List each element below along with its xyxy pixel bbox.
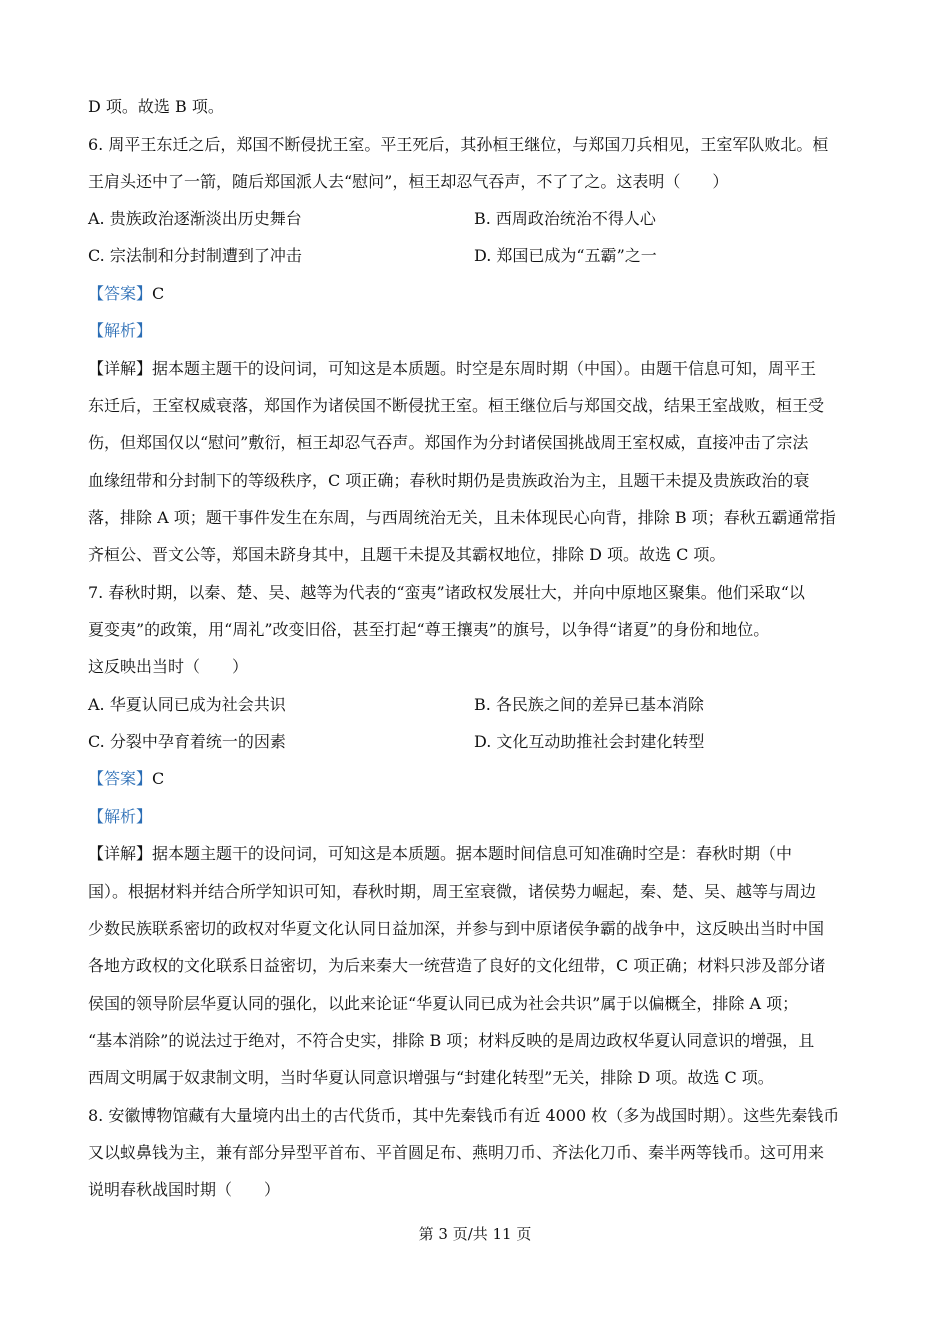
q8-stem-line-3: 说明春秋战国时期（ ） [88,1180,281,1199]
q6-answer-value: C [152,284,165,303]
q7-stem-line-3: 这反映出当时（ ） [88,657,249,676]
q6-answer-tag: 【答案】 [88,284,153,303]
q7-option-d: D. 文化互动助推社会封建化转型 [474,732,705,751]
q7-option-c: C. 分裂中孕育着统一的因素 [88,732,286,751]
q7-detail-line-6: “基本消除”的说法过于绝对，不符合史实，排除 B 项；材料反映的是周边政权华夏认同意识的增强，且 [88,1031,815,1050]
q7-detail-line-4: 各地方政权的文化联系日益密切，为后来秦大一统营造了良好的文化纽带，C 项正确；材料只涉及部分诸 [88,956,826,975]
q7-answer-tag: 【答案】 [88,769,153,788]
page-footer: 第 3 页/共 11 页 [418,1225,532,1243]
q7-stem-line-1: 7. 春秋时期，以秦、楚、吴、越等为代表的“蛮夷”诸政权发展壮大，并向中原地区聚集。他们采取“以 [88,583,805,602]
q6-detail-line-1 [88,358,816,380]
q6-stem-line-1: 6. 周平王东迁之后，郑国不断侵扰王室。平王死后，其孙桓王继位，与郑国刀兵相见，王室军队败北。桓 [88,135,829,154]
q7-option-b: B. 各民族之间的差异已基本消除 [474,695,704,714]
q6-detail-line-3: 伤，但郑国仅以“慰问”敷衍，桓王却忍气吞声。郑国作为分封诸侯国挑战周王室权威，直接冲击了宗法 [88,433,809,452]
q8-stem-line-2: 又以蚁鼻钱为主，兼有部分异型平首布、平首圆足布、燕明刀币、齐法化刀币、秦半两等钱币。这可用来 [88,1143,825,1162]
q7-answer [88,768,164,790]
q7-stem-line-2: 夏变夷”的政策，用“周礼”改变旧俗，甚至打起“尊王攘夷”的旗号，以争得“诸夏”的身份和地位。 [88,620,770,639]
q7-detail-text-1: 据本题主题干的设问词，可知这是本质题。据本题时间信息可知准确时空是：春秋时期（中 [152,844,793,863]
q7-analysis-tag: 【解析】 [88,807,153,826]
q7-detail-line-2: 国）。根据材料并结合所学知识可知，春秋时期，周王室衰微，诸侯势力崛起，秦、楚、吴、越等与周边 [88,882,817,901]
q7-detail-line-5: 侯国的领导阶层华夏认同的强化，以此来论证“华夏认同已成为社会共识”属于以偏概全，排除 A 项； [88,994,799,1013]
q8-stem-line-1: 8. 安徽博物馆藏有大量境内出土的古代货币，其中先秦钱币有近 4000 枚（多为战国时期）。这些先秦钱币 [88,1106,840,1125]
prev-answer-tail: D 项。故选 B 项。 [88,97,224,116]
q7-detail-line-3: 少数民族联系密切的政权对华夏文化认同日益加深，并参与到中原诸侯争霸的战争中，这反映出当时中国 [88,919,825,938]
q6-stem-line-2: 王肩头还中了一箭，随后郑国派人去“慰问”，桓王却忍气吞声，不了了之。这表明（ ） [88,172,729,191]
q6-detail-text-1: 据本题主题干的设问词，可知这是本质题。时空是东周时期（中国）。由题干信息可知，周平王 [152,359,817,378]
q6-detail-tag: 【详解】 [88,359,153,378]
q7-option-a: A. 华夏认同已成为社会共识 [88,695,286,714]
q6-detail-line-4: 血缘纽带和分封制下的等级秩序，C 项正确；春秋时期仍是贵族政治为主，且题干未提及贵族政治的衰 [88,471,810,490]
q7-detail-line-7: 西周文明属于奴隶制文明，当时华夏认同意识增强与“封建化转型”无关，排除 D 项。故选 C 项。 [88,1068,774,1087]
q7-detail-tag: 【详解】 [88,844,153,863]
q6-option-b: B. 西周政治统治不得人心 [474,209,656,228]
q7-answer-value: C [152,769,165,788]
q6-option-d: D. 郑国已成为“五霸”之一 [474,246,657,265]
q7-detail-line-1 [88,843,792,865]
q6-detail-line-6: 齐桓公、晋文公等，郑国未跻身其中，且题干未提及其霸权地位，排除 D 项。故选 C 项。 [88,545,726,564]
q6-analysis-tag: 【解析】 [88,321,153,340]
q6-detail-line-5: 落，排除 A 项；题干事件发生在东周，与西周统治无关，且未体现民心向背，排除 B 项；春秋五霸通常指 [88,508,836,527]
q6-option-a: A. 贵族政治逐渐淡出历史舞台 [88,209,302,228]
q6-answer [88,283,164,305]
q6-option-c: C. 宗法制和分封制遭到了冲击 [88,246,302,265]
q6-detail-line-2: 东迁后，王室权威衰落，郑国作为诸侯国不断侵扰王室。桓王继位后与郑国交战，结果王室战败，桓王受 [88,396,825,415]
